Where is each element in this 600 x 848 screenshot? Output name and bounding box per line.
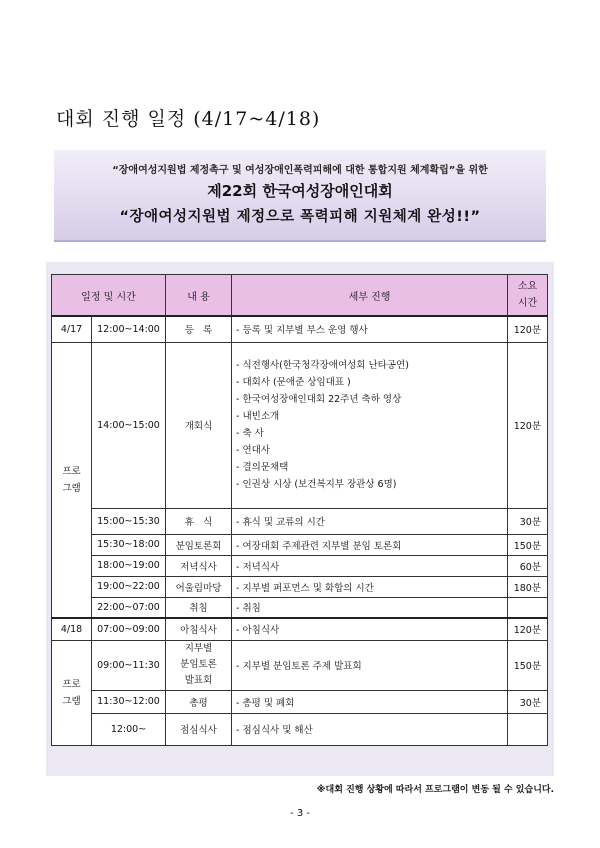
- details-cell: - 취침: [232, 597, 508, 618]
- details-cell: [232, 342, 508, 508]
- duration-cell: [508, 597, 548, 618]
- time-cell: 12:00~14:00: [92, 316, 166, 342]
- content-cell: 저녁식사: [166, 555, 232, 576]
- time-cell: 14:00~15:00: [92, 342, 166, 508]
- duration-cell: 180분: [508, 576, 548, 597]
- table-row: [52, 713, 548, 745]
- table-row: [52, 690, 548, 713]
- list-item: - 인권상 시상 (보건복지부 장관상 6명): [236, 479, 397, 490]
- table-row: [52, 555, 548, 576]
- duration-cell: 120분: [508, 618, 548, 640]
- table-row: [52, 618, 548, 640]
- ceremony-program-list: [236, 357, 503, 493]
- content-cell: 등 록: [166, 316, 232, 342]
- details-cell: - 저녁식사: [232, 555, 508, 576]
- details-cell: - 지부별 분임토론 주제 발표회: [232, 640, 508, 690]
- content-cell: 점심식사: [166, 713, 232, 745]
- day-label: 4/18: [52, 618, 92, 640]
- duration-cell: 120분: [508, 342, 548, 508]
- time-cell: 15:30~18:00: [92, 534, 166, 555]
- table-row: [52, 316, 548, 342]
- details-cell: - 총평 및 폐회: [232, 690, 508, 713]
- banner-event-name: 제22회 한국여성장애인대회: [207, 182, 393, 200]
- content-cell: 분임토론회: [166, 534, 232, 555]
- time-cell: 19:00~22:00: [92, 576, 166, 597]
- event-banner: [54, 150, 546, 242]
- content-cell: 어울림마당: [166, 576, 232, 597]
- header-duration: 소요 시간: [508, 275, 548, 317]
- time-cell: 22:00~07:00: [92, 597, 166, 618]
- details-cell: - 점심식사 및 해산: [232, 713, 508, 745]
- program-label: 프로 그램: [52, 342, 92, 618]
- content-cell: 취침: [166, 597, 232, 618]
- schedule-panel: [46, 262, 554, 776]
- banner-subtitle: “장애여성지원법 제정촉구 및 여성장애인폭력피해에 대한 통합지원 체계확립”을 위한: [112, 165, 488, 176]
- content-cell: 아침식사: [166, 618, 232, 640]
- duration-cell: 60분: [508, 555, 548, 576]
- table-row: [52, 640, 548, 690]
- list-item: - 연대사: [236, 445, 270, 456]
- page-number: - 3 -: [290, 808, 310, 819]
- table-row: [52, 342, 548, 508]
- list-item: - 대회사 (문애준 상임대표 ): [236, 377, 351, 388]
- list-item: - 축 사: [236, 428, 264, 439]
- duration-cell: 30분: [508, 508, 548, 534]
- schedule-change-note: ※대회 진행 상황에 따라서 프로그램이 변동 될 수 있습니다.: [316, 785, 554, 795]
- time-cell: 12:00~: [92, 713, 166, 745]
- table-row: [52, 508, 548, 534]
- time-cell: 07:00~09:00: [92, 618, 166, 640]
- header-datetime: 일정 및 시간: [52, 275, 166, 317]
- duration-cell: 150분: [508, 640, 548, 690]
- list-item: - 한국여성장애인대회 22주년 축하 영상: [236, 394, 402, 405]
- details-cell: - 여장대회 주제관련 지부별 분임 토론회: [232, 534, 508, 555]
- list-item: - 결의문채택: [236, 462, 289, 473]
- details-cell: - 지부별 퍼포먼스 및 화합의 시간: [232, 576, 508, 597]
- table-header-row: [52, 275, 548, 317]
- table-row: [52, 534, 548, 555]
- content-cell: 개회식: [166, 342, 232, 508]
- duration-cell: 120분: [508, 316, 548, 342]
- duration-cell: 30분: [508, 690, 548, 713]
- program-label: 프로 그램: [52, 640, 92, 745]
- banner-slogan: “장애여성지원법 제정으로 폭력피해 지원체계 완성!!”: [119, 209, 481, 225]
- details-cell: - 등록 및 지부별 부스 운영 행사: [232, 316, 508, 342]
- details-cell: - 아침식사: [232, 618, 508, 640]
- table-row: [52, 576, 548, 597]
- time-cell: 18:00~19:00: [92, 555, 166, 576]
- day-label: 4/17: [52, 316, 92, 342]
- content-cell: 지부별 분임토론 발표회: [166, 640, 232, 690]
- content-cell: 총평: [166, 690, 232, 713]
- page-title: 대회 진행 일정 (4/17~4/18): [56, 108, 321, 130]
- header-details: 세부 진행: [232, 275, 508, 317]
- content-cell: 휴 식: [166, 508, 232, 534]
- time-cell: 15:00~15:30: [92, 508, 166, 534]
- table-row: [52, 597, 548, 618]
- time-cell: 11:30~12:00: [92, 690, 166, 713]
- time-cell: 09:00~11:30: [92, 640, 166, 690]
- duration-cell: [508, 713, 548, 745]
- duration-cell: 150분: [508, 534, 548, 555]
- details-cell: - 휴식 및 교류의 시간: [232, 508, 508, 534]
- header-content: 내 용: [166, 275, 232, 317]
- list-item: - 내빈소개: [236, 411, 280, 422]
- list-item: - 식전행사(한국청각장애여성회 난타공연): [236, 360, 409, 371]
- schedule-table: [51, 274, 548, 746]
